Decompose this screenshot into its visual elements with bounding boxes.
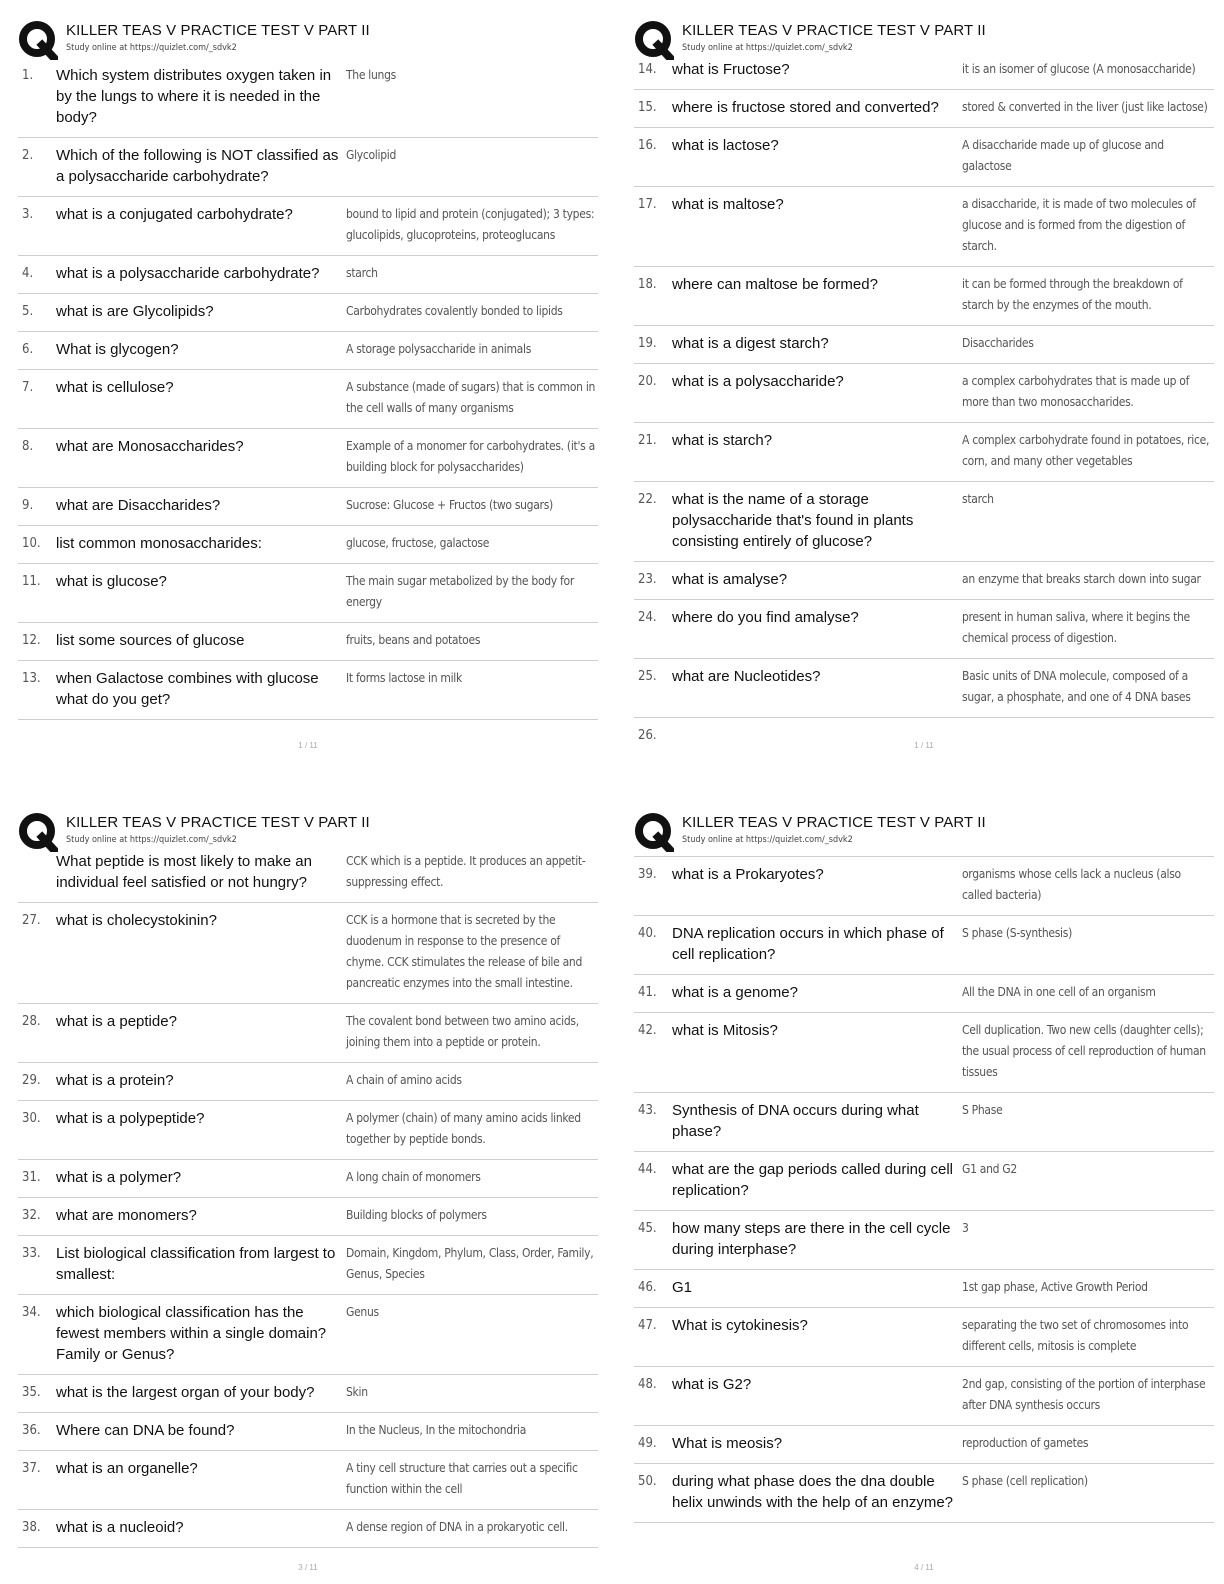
page-number: 4 / 11 — [914, 1563, 934, 1572]
card-number: 46. — [638, 1280, 657, 1295]
flashcard-row — [634, 1464, 1214, 1523]
card-definition: Example of a monomer for carbohydrates. (it's a building block for polysaccharides) — [346, 439, 595, 474]
card-number: 1. — [22, 68, 34, 83]
flashcard-row — [18, 294, 598, 332]
card-term: what is a conjugated carbohydrate? — [56, 206, 293, 223]
card-term: what is an organelle? — [56, 1460, 198, 1477]
flashcard-row — [634, 128, 1214, 187]
flashcard-row — [634, 1308, 1214, 1367]
flashcard-row — [634, 187, 1214, 267]
study-page-2 — [634, 18, 1214, 758]
card-number: 18. — [638, 277, 657, 292]
flashcard-row — [634, 975, 1214, 1013]
card-term: what is a polypeptide? — [56, 1110, 205, 1127]
card-definition: Glycolipid — [346, 148, 397, 162]
card-number: 23. — [638, 572, 657, 587]
card-list — [18, 58, 598, 720]
card-term: list common monosaccharides: — [56, 535, 262, 552]
card-definition: 2nd gap, consisting of the portion of interphase after DNA synthesis occurs — [962, 1377, 1206, 1412]
card-number: 28. — [22, 1014, 41, 1029]
flashcard-row — [18, 1451, 598, 1510]
card-term: Which of the following is NOT classified as a polysaccharide carbohydrate? — [56, 147, 339, 185]
flashcard-row — [18, 1375, 598, 1413]
card-term: Which system distributes oxygen taken in by the lungs to where it is needed in the body? — [56, 67, 332, 126]
card-list — [18, 844, 598, 1548]
flashcard-row — [634, 1426, 1214, 1464]
card-definition: The lungs — [346, 68, 396, 82]
card-term: what is a nucleoid? — [56, 1519, 184, 1536]
card-definition: A disaccharide made up of glucose and galactose — [962, 138, 1164, 173]
flashcard-row — [18, 1004, 598, 1063]
card-definition: it is an isomer of glucose (A monosaccharide) — [962, 62, 1196, 76]
card-definition: it can be formed through the breakdown of starch by the enzymes of the mouth. — [962, 277, 1183, 312]
flashcard-row — [634, 1367, 1214, 1426]
card-number: 44. — [638, 1162, 657, 1177]
flashcard-row — [634, 90, 1214, 128]
card-number: 21. — [638, 433, 657, 448]
card-term: what are monomers? — [56, 1207, 197, 1224]
card-number: 11. — [22, 574, 41, 589]
study-online-link[interactable]: Study online at https://quizlet.com/_sdvk2 — [682, 43, 853, 53]
card-term: what is a peptide? — [56, 1013, 177, 1030]
flashcard-row — [18, 256, 598, 294]
card-number: 4. — [22, 266, 34, 281]
card-number: 17. — [638, 197, 657, 212]
card-definition: The main sugar metabolized by the body for energy — [346, 574, 574, 609]
card-term: what are the gap periods called during cell replication? — [672, 1161, 954, 1199]
card-number: 16. — [638, 138, 657, 153]
quizlet-logo-icon — [634, 812, 674, 852]
card-term: list some sources of glucose — [56, 632, 245, 649]
card-term: Synthesis of DNA occurs during what phase? — [672, 1102, 919, 1140]
card-definition: organisms whose cells lack a nucleus (also called bacteria) — [962, 867, 1181, 902]
card-definition: A long chain of monomers — [346, 1170, 481, 1184]
flashcard-row — [634, 659, 1214, 718]
card-term: what is a genome? — [672, 984, 798, 1001]
page-title: KILLER TEAS V PRACTICE TEST V PART II — [682, 22, 986, 39]
card-number: 6. — [22, 342, 34, 357]
card-term: what is a polymer? — [56, 1169, 182, 1186]
card-list — [634, 52, 1214, 755]
card-number: 15. — [638, 100, 657, 115]
card-term: what is a digest starch? — [672, 335, 829, 352]
card-number: 3. — [22, 207, 34, 222]
flashcard-row — [634, 1013, 1214, 1093]
card-definition: A tiny cell structure that carries out a specific function within the cell — [346, 1461, 578, 1496]
card-number: 41. — [638, 985, 657, 1000]
card-number: 9. — [22, 498, 34, 513]
flashcard-row — [18, 1413, 598, 1451]
card-definition: A substance (made of sugars) that is common in the cell walls of many organisms — [346, 380, 596, 415]
card-definition: It forms lactose in milk — [346, 671, 462, 685]
page-title: KILLER TEAS V PRACTICE TEST V PART II — [66, 22, 370, 39]
card-definition: starch — [962, 492, 994, 506]
page-number: 1 / 11 — [298, 741, 318, 750]
card-number: 26. — [638, 728, 657, 743]
card-term: What is meosis? — [672, 1435, 783, 1452]
flashcard-row — [18, 1101, 598, 1160]
card-number: 50. — [638, 1474, 657, 1489]
card-definition: Carbohydrates covalently bonded to lipids — [346, 304, 563, 318]
flashcard-row — [634, 916, 1214, 975]
flashcard-row — [634, 52, 1214, 90]
card-term: what is a polysaccharide carbohydrate? — [56, 265, 320, 282]
card-term: What is glycogen? — [56, 341, 179, 358]
card-term: G1 — [672, 1279, 693, 1296]
card-definition: bound to lipid and protein (conjugated); 3 types: glucolipids, glucoproteins, proteoglucans — [346, 207, 595, 242]
card-term: What is cytokinesis? — [672, 1317, 808, 1334]
card-term: what is cellulose? — [56, 379, 174, 396]
card-definition: Disaccharides — [962, 336, 1034, 350]
study-page-3 — [18, 810, 598, 1580]
card-term: Where can DNA be found? — [56, 1422, 235, 1439]
flashcard-row — [634, 482, 1214, 562]
card-list — [634, 856, 1214, 1523]
card-definition: A chain of amino acids — [346, 1073, 462, 1087]
card-number: 27. — [22, 913, 41, 928]
flashcard-row — [634, 1093, 1214, 1152]
card-term: what is maltose? — [672, 196, 784, 213]
card-number: 42. — [638, 1023, 657, 1038]
card-definition: starch — [346, 266, 378, 280]
flashcard-row — [18, 1160, 598, 1198]
page-title: KILLER TEAS V PRACTICE TEST V PART II — [682, 814, 986, 831]
card-number: 31. — [22, 1170, 41, 1185]
card-number: 29. — [22, 1073, 41, 1088]
card-number: 35. — [22, 1385, 41, 1400]
card-definition: The covalent bond between two amino acids, joining them into a peptide or protein. — [346, 1014, 579, 1049]
study-online-link[interactable]: Study online at https://quizlet.com/_sdvk2 — [66, 43, 237, 53]
flashcard-row — [18, 564, 598, 623]
card-definition: All the DNA in one cell of an organism — [962, 985, 1156, 999]
card-definition: A polymer (chain) of many amino acids linked together by peptide bonds. — [346, 1111, 581, 1146]
flashcard-row — [18, 370, 598, 429]
card-number: 22. — [638, 492, 657, 507]
card-definition: S phase (S-synthesis) — [962, 926, 1072, 940]
card-number: 19. — [638, 336, 657, 351]
card-definition: fruits, beans and potatoes — [346, 633, 481, 647]
card-definition: S phase (cell replication) — [962, 1474, 1088, 1488]
card-definition: present in human saliva, where it begins the chemical process of digestion. — [962, 610, 1190, 645]
card-term: DNA replication occurs in which phase of cell replication? — [672, 925, 944, 963]
card-term: what is a Prokaryotes? — [672, 866, 824, 883]
card-definition: Genus — [346, 1305, 379, 1319]
card-term: which biological classification has the fewest members within a single domain? Family or Genus? — [56, 1304, 327, 1363]
card-term: what are Monosaccharides? — [56, 438, 244, 455]
card-term: what is are Glycolipids? — [56, 303, 214, 320]
flashcard-row — [634, 423, 1214, 482]
flashcard-row — [18, 1510, 598, 1548]
card-number: 30. — [22, 1111, 41, 1126]
card-number: 32. — [22, 1208, 41, 1223]
card-term: what is cholecystokinin? — [56, 912, 217, 929]
card-number: 10. — [22, 536, 41, 551]
card-definition: Sucrose: Glucose + Fructos (two sugars) — [346, 498, 553, 512]
card-number: 8. — [22, 439, 34, 454]
flashcard-row — [18, 332, 598, 370]
card-term: what is starch? — [672, 432, 773, 449]
card-number: 49. — [638, 1436, 657, 1451]
card-term: where is fructose stored and converted? — [672, 99, 939, 116]
card-term: how many steps are there in the cell cycle during interphase? — [672, 1220, 951, 1258]
flashcard-row — [18, 1063, 598, 1101]
card-number: 13. — [22, 671, 41, 686]
card-definition: 1st gap phase, Active Growth Period — [962, 1280, 1148, 1294]
card-definition: Domain, Kingdom, Phylum, Class, Order, Family, Genus, Species — [346, 1246, 594, 1281]
card-number: 14. — [638, 62, 657, 77]
card-definition: separating the two set of chromosomes into different cells, mitosis is complete — [962, 1318, 1189, 1353]
flashcard-row — [634, 600, 1214, 659]
flashcard-row — [634, 364, 1214, 423]
card-term: where can maltose be formed? — [672, 276, 878, 293]
study-online-link[interactable]: Study online at https://quizlet.com/_sdvk2 — [682, 835, 853, 845]
card-term: what is a protein? — [56, 1072, 174, 1089]
flashcard-row — [18, 488, 598, 526]
flashcard-row — [634, 326, 1214, 364]
card-definition: Cell duplication. Two new cells (daughter cells); the usual process of cell reproduction of human tissues — [962, 1023, 1206, 1079]
card-term: what are Nucleotides? — [672, 668, 821, 685]
card-term: what is lactose? — [672, 137, 779, 154]
page-number: 1 / 11 — [914, 741, 934, 750]
card-number: 33. — [22, 1246, 41, 1261]
card-number: 43. — [638, 1103, 657, 1118]
card-term: what are Disaccharides? — [56, 497, 221, 514]
card-number: 37. — [22, 1461, 41, 1476]
card-term: what is glucose? — [56, 573, 167, 590]
flashcard-row — [18, 138, 598, 197]
card-definition: glucose, fructose, galactose — [346, 536, 490, 550]
page-header — [634, 810, 1214, 850]
study-page-4 — [634, 810, 1214, 1580]
flashcard-row — [634, 857, 1214, 916]
card-definition: Basic units of DNA molecule, composed of a sugar, a phosphate, and one of 4 DNA bases — [962, 669, 1191, 704]
page-number: 3 / 11 — [298, 1563, 318, 1572]
card-definition: A complex carbohydrate found in potatoes, rice, corn, and many other vegetables — [962, 433, 1210, 468]
card-definition: reproduction of gametes — [962, 1436, 1089, 1450]
flashcard-row — [18, 1198, 598, 1236]
card-number — [18, 851, 56, 893]
card-number: 36. — [22, 1423, 41, 1438]
flashcard-row — [18, 1295, 598, 1375]
card-term: What peptide is most likely to make an individual feel satisfied or not hungry? — [56, 853, 312, 891]
page-title: KILLER TEAS V PRACTICE TEST V PART II — [66, 814, 370, 831]
card-term: what is Mitosis? — [672, 1022, 778, 1039]
card-number: 34. — [22, 1305, 41, 1320]
study-online-link[interactable]: Study online at https://quizlet.com/_sdvk2 — [66, 835, 237, 845]
card-term: what is the largest organ of your body? — [56, 1384, 315, 1401]
card-term: where do you find amalyse? — [672, 609, 859, 626]
flashcard-row — [18, 526, 598, 564]
card-number: 47. — [638, 1318, 657, 1333]
card-term: what is Fructose? — [672, 61, 790, 78]
flashcard-row — [634, 1211, 1214, 1270]
flashcard-row — [18, 623, 598, 661]
card-term: what is a polysaccharide? — [672, 373, 844, 390]
flashcard-row — [18, 1236, 598, 1295]
card-number: 25. — [638, 669, 657, 684]
flashcard-row — [634, 1152, 1214, 1211]
study-page-1 — [18, 18, 598, 758]
card-term: what is G2? — [672, 1376, 752, 1393]
card-number: 39. — [638, 867, 657, 882]
card-number: 45. — [638, 1221, 657, 1236]
flashcard-row — [18, 197, 598, 256]
card-definition: CCK which is a peptide. It produces an appetit-suppressing effect. — [346, 854, 586, 889]
card-definition: Skin — [346, 1385, 368, 1399]
flashcard-row — [18, 429, 598, 488]
card-definition: CCK is a hormone that is secreted by the duodenum in response to the presence of chyme. CCK stimulates the release of bile and pancreatic enzymes into the small intestine. — [346, 913, 583, 990]
page-header — [18, 18, 598, 58]
card-number: 24. — [638, 610, 657, 625]
quizlet-logo-icon — [18, 20, 58, 60]
card-term: List biological classification from largest to smallest: — [56, 1245, 336, 1283]
card-definition: an enzyme that breaks starch down into sugar — [962, 572, 1201, 586]
card-definition: stored & converted in the liver (just like lactose) — [962, 100, 1208, 114]
card-definition: a complex carbohydrates that is made up of more than two monosaccharides. — [962, 374, 1190, 409]
flashcard-row — [634, 562, 1214, 600]
card-definition: A storage polysaccharide in animals — [346, 342, 532, 356]
card-term: during what phase does the dna double helix unwinds with the help of an enzyme? — [672, 1473, 954, 1511]
card-term: what is amalyse? — [672, 571, 788, 588]
flashcard-row — [18, 661, 598, 720]
card-number: 48. — [638, 1377, 657, 1392]
card-term: what is the name of a storage polysaccharide that's found in plants consisting entirely of glucose? — [672, 491, 914, 550]
flashcard-row — [634, 1270, 1214, 1308]
card-number: 38. — [22, 1520, 41, 1535]
card-number: 20. — [638, 374, 657, 389]
flashcard-row — [18, 58, 598, 138]
card-number: 40. — [638, 926, 657, 941]
card-number: 2. — [22, 148, 34, 163]
card-definition: A dense region of DNA in a prokaryotic cell. — [346, 1520, 568, 1534]
card-definition: In the Nucleus, In the mitochondria — [346, 1423, 527, 1437]
card-definition: Building blocks of polymers — [346, 1208, 487, 1222]
card-number: 12. — [22, 633, 41, 648]
card-definition: S Phase — [962, 1103, 1003, 1117]
card-definition: G1 and G2 — [962, 1162, 1017, 1176]
flashcard-row — [634, 267, 1214, 326]
card-term: when Galactose combines with glucose what do you get? — [56, 670, 319, 708]
card-number: 5. — [22, 304, 34, 319]
flashcard-row — [18, 903, 598, 1004]
flashcard-row — [18, 844, 598, 903]
card-number: 7. — [22, 380, 34, 395]
card-definition: 3 — [962, 1221, 969, 1235]
card-definition: a disaccharide, it is made of two molecules of glucose and is formed from the digestion of starch. — [962, 197, 1196, 253]
